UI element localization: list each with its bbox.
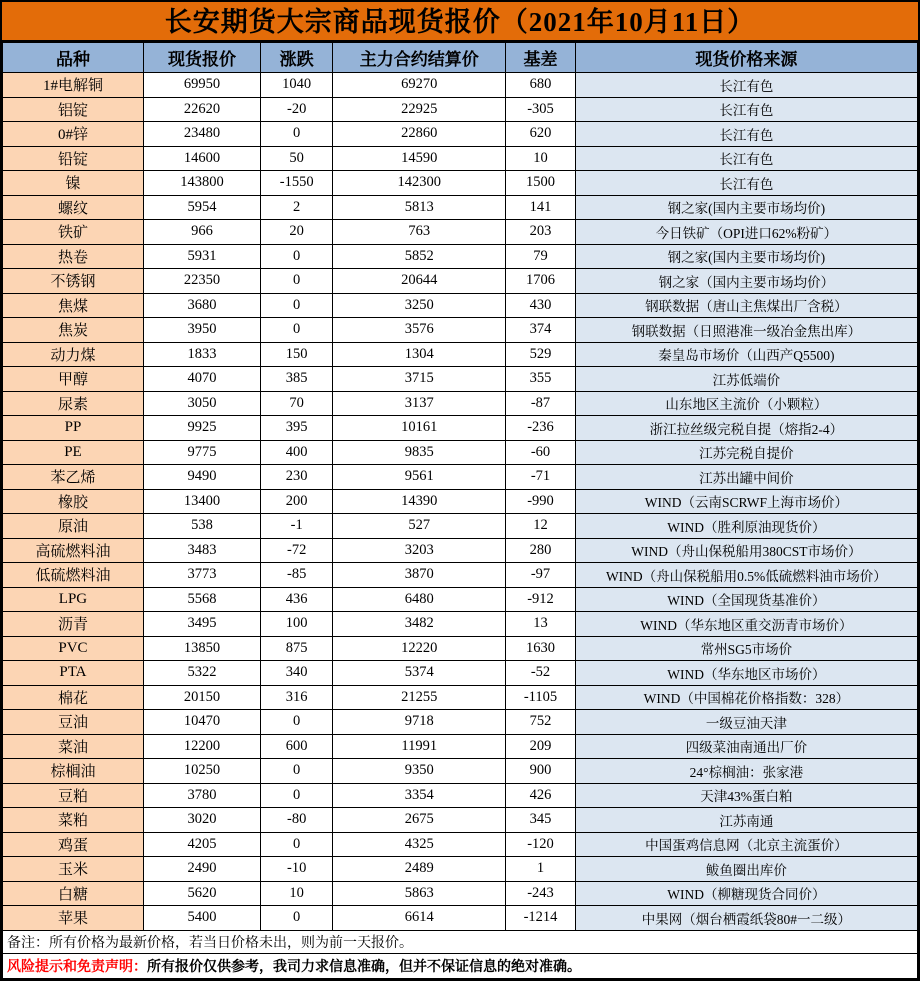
cell-basis: -120 xyxy=(506,832,576,857)
table-row xyxy=(3,808,918,833)
cell-spot-price: 3050 xyxy=(143,391,260,416)
header-row xyxy=(3,43,918,73)
cell-price-source: WIND（全国现货基准价） xyxy=(575,587,917,612)
cell-change: 70 xyxy=(261,391,333,416)
cell-settlement-price: 3870 xyxy=(333,563,506,588)
cell-price-source: WIND（舟山保税船用0.5%低硫燃料油市场价） xyxy=(575,563,917,588)
cell-settlement-price: 763 xyxy=(333,220,506,245)
cell-settlement-price: 9835 xyxy=(333,440,506,465)
cell-variety: 棉花 xyxy=(3,685,144,710)
cell-change: -10 xyxy=(261,857,333,882)
cell-basis: -1214 xyxy=(506,906,576,931)
cell-price-source: 长江有色 xyxy=(575,146,917,171)
cell-variety: 铝锭 xyxy=(3,97,144,122)
cell-change: 0 xyxy=(261,293,333,318)
table-row xyxy=(3,759,918,784)
disclaimer-label: 风险提示和免责声明： xyxy=(7,959,147,975)
table-row xyxy=(3,563,918,588)
cell-spot-price: 22620 xyxy=(143,97,260,122)
cell-spot-price: 3950 xyxy=(143,318,260,343)
cell-basis: 752 xyxy=(506,710,576,735)
cell-change: -1550 xyxy=(261,171,333,196)
cell-variety: PVC xyxy=(3,636,144,661)
cell-basis: -1105 xyxy=(506,685,576,710)
cell-basis: 430 xyxy=(506,293,576,318)
cell-price-source: 江苏低端价 xyxy=(575,367,917,392)
cell-spot-price: 143800 xyxy=(143,171,260,196)
table-row xyxy=(3,465,918,490)
cell-price-source: 钢联数据（日照港准一级冶金焦出库） xyxy=(575,318,917,343)
cell-price-source: WIND（华东地区市场价） xyxy=(575,661,917,686)
cell-spot-price: 3780 xyxy=(143,783,260,808)
cell-price-source: 江苏完税自提价 xyxy=(575,440,917,465)
cell-price-source: 中果网（烟台栖霞纸袋80#一二级） xyxy=(575,906,917,931)
cell-price-source: WIND（胜利原油现货价） xyxy=(575,514,917,539)
cell-settlement-price: 3576 xyxy=(333,318,506,343)
table-row xyxy=(3,710,918,735)
cell-basis: -87 xyxy=(506,391,576,416)
cell-settlement-price: 11991 xyxy=(333,734,506,759)
cell-settlement-price: 5374 xyxy=(333,661,506,686)
cell-variety: 豆粕 xyxy=(3,783,144,808)
cell-change: 875 xyxy=(261,636,333,661)
cell-price-source: 四级菜油南通出厂价 xyxy=(575,734,917,759)
cell-variety: 低硫燃料油 xyxy=(3,563,144,588)
cell-basis: 1630 xyxy=(506,636,576,661)
cell-price-source: 钢之家(国内主要市场均价) xyxy=(575,244,917,269)
cell-settlement-price: 6480 xyxy=(333,587,506,612)
table-row xyxy=(3,171,918,196)
cell-variety: 铅锭 xyxy=(3,146,144,171)
cell-change: 0 xyxy=(261,710,333,735)
cell-variety: 棕榈油 xyxy=(3,759,144,784)
cell-variety: 高硫燃料油 xyxy=(3,538,144,563)
table-row xyxy=(3,73,918,98)
cell-settlement-price: 14590 xyxy=(333,146,506,171)
note-row xyxy=(3,930,918,953)
cell-basis: -60 xyxy=(506,440,576,465)
cell-basis: 1 xyxy=(506,857,576,882)
cell-variety: 镍 xyxy=(3,171,144,196)
cell-price-source: 浙江拉丝级完税自提（熔指2-4） xyxy=(575,416,917,441)
cell-settlement-price: 22860 xyxy=(333,122,506,147)
cell-settlement-price: 9718 xyxy=(333,710,506,735)
cell-basis: 345 xyxy=(506,808,576,833)
cell-change: 600 xyxy=(261,734,333,759)
table-row xyxy=(3,416,918,441)
cell-basis: 10 xyxy=(506,146,576,171)
cell-basis: -52 xyxy=(506,661,576,686)
cell-change: 150 xyxy=(261,342,333,367)
cell-settlement-price: 3250 xyxy=(333,293,506,318)
cell-basis: 12 xyxy=(506,514,576,539)
cell-basis: 1500 xyxy=(506,171,576,196)
cell-change: 10 xyxy=(261,881,333,906)
table-row xyxy=(3,440,918,465)
table-row xyxy=(3,489,918,514)
table-row xyxy=(3,244,918,269)
cell-variety: 原油 xyxy=(3,514,144,539)
cell-variety: 豆油 xyxy=(3,710,144,735)
cell-spot-price: 13400 xyxy=(143,489,260,514)
cell-basis: 280 xyxy=(506,538,576,563)
cell-spot-price: 9775 xyxy=(143,440,260,465)
cell-price-source: 中国蛋鸡信息网（北京主流蛋价） xyxy=(575,832,917,857)
cell-change: -85 xyxy=(261,563,333,588)
cell-price-source: WIND（中国棉花价格指数：328） xyxy=(575,685,917,710)
cell-price-source: 钢联数据（唐山主焦煤出厂含税） xyxy=(575,293,917,318)
cell-spot-price: 20150 xyxy=(143,685,260,710)
table-row xyxy=(3,269,918,294)
cell-settlement-price: 5852 xyxy=(333,244,506,269)
table-row xyxy=(3,734,918,759)
cell-price-source: 钢之家（国内主要市场均价） xyxy=(575,269,917,294)
cell-change: 0 xyxy=(261,244,333,269)
cell-change: -80 xyxy=(261,808,333,833)
cell-change: 0 xyxy=(261,318,333,343)
cell-settlement-price: 21255 xyxy=(333,685,506,710)
cell-change: 200 xyxy=(261,489,333,514)
cell-variety: 沥青 xyxy=(3,612,144,637)
cell-spot-price: 3020 xyxy=(143,808,260,833)
cell-settlement-price: 3137 xyxy=(333,391,506,416)
cell-basis: 13 xyxy=(506,612,576,637)
note-cell xyxy=(3,930,918,953)
cell-price-source: WIND（柳糖现货合同价） xyxy=(575,881,917,906)
cell-settlement-price: 3715 xyxy=(333,367,506,392)
cell-settlement-price: 9561 xyxy=(333,465,506,490)
table-row xyxy=(3,636,918,661)
cell-settlement-price: 4325 xyxy=(333,832,506,857)
cell-variety: 玉米 xyxy=(3,857,144,882)
cell-basis: 355 xyxy=(506,367,576,392)
cell-basis: 900 xyxy=(506,759,576,784)
cell-change: 100 xyxy=(261,612,333,637)
cell-variety: 铁矿 xyxy=(3,220,144,245)
cell-basis: -97 xyxy=(506,563,576,588)
cell-spot-price: 9490 xyxy=(143,465,260,490)
cell-spot-price: 3483 xyxy=(143,538,260,563)
table-row xyxy=(3,367,918,392)
cell-settlement-price: 142300 xyxy=(333,171,506,196)
cell-basis: -912 xyxy=(506,587,576,612)
cell-spot-price: 23480 xyxy=(143,122,260,147)
cell-price-source: 24°棕榈油：张家港 xyxy=(575,759,917,784)
cell-variety: 焦炭 xyxy=(3,318,144,343)
cell-settlement-price: 69270 xyxy=(333,73,506,98)
cell-basis: 203 xyxy=(506,220,576,245)
cell-settlement-price: 5813 xyxy=(333,195,506,220)
table-row xyxy=(3,514,918,539)
cell-variety: PE xyxy=(3,440,144,465)
col-header-variety: 品种 xyxy=(3,43,144,73)
cell-variety: 1#电解铜 xyxy=(3,73,144,98)
cell-basis: -236 xyxy=(506,416,576,441)
cell-settlement-price: 2489 xyxy=(333,857,506,882)
table-row xyxy=(3,220,918,245)
cell-spot-price: 12200 xyxy=(143,734,260,759)
table-row xyxy=(3,881,918,906)
cell-settlement-price: 6614 xyxy=(333,906,506,931)
table-row xyxy=(3,832,918,857)
cell-change: 0 xyxy=(261,906,333,931)
cell-change: 0 xyxy=(261,832,333,857)
cell-basis: -71 xyxy=(506,465,576,490)
cell-price-source: 江苏出罐中间价 xyxy=(575,465,917,490)
table-row xyxy=(3,661,918,686)
table-row xyxy=(3,783,918,808)
cell-price-source: 江苏南通 xyxy=(575,808,917,833)
table-row xyxy=(3,906,918,931)
cell-basis: 620 xyxy=(506,122,576,147)
cell-spot-price: 966 xyxy=(143,220,260,245)
cell-variety: LPG xyxy=(3,587,144,612)
cell-variety: 0#锌 xyxy=(3,122,144,147)
cell-price-source: 长江有色 xyxy=(575,73,917,98)
cell-settlement-price: 22925 xyxy=(333,97,506,122)
table-row xyxy=(3,195,918,220)
cell-variety: 菜油 xyxy=(3,734,144,759)
cell-spot-price: 4070 xyxy=(143,367,260,392)
cell-basis: 374 xyxy=(506,318,576,343)
cell-change: 2 xyxy=(261,195,333,220)
cell-settlement-price: 527 xyxy=(333,514,506,539)
col-header-change: 涨跌 xyxy=(261,43,333,73)
table-row xyxy=(3,538,918,563)
table-row xyxy=(3,122,918,147)
cell-basis: -990 xyxy=(506,489,576,514)
table-row xyxy=(3,857,918,882)
table-row xyxy=(3,146,918,171)
cell-change: 400 xyxy=(261,440,333,465)
cell-variety: 橡胶 xyxy=(3,489,144,514)
table-row xyxy=(3,391,918,416)
cell-price-source: 山东地区主流价（小颗粒） xyxy=(575,391,917,416)
cell-settlement-price: 1304 xyxy=(333,342,506,367)
cell-spot-price: 13850 xyxy=(143,636,260,661)
cell-basis: 79 xyxy=(506,244,576,269)
cell-price-source: 长江有色 xyxy=(575,122,917,147)
cell-variety: 苯乙烯 xyxy=(3,465,144,490)
cell-price-source: 钢之家(国内主要市场均价) xyxy=(575,195,917,220)
table-row xyxy=(3,685,918,710)
cell-change: 50 xyxy=(261,146,333,171)
cell-basis: 680 xyxy=(506,73,576,98)
table-row xyxy=(3,342,918,367)
cell-change: 436 xyxy=(261,587,333,612)
table-body xyxy=(3,73,918,931)
col-header-settlement-price: 主力合约结算价 xyxy=(333,43,506,73)
table-row xyxy=(3,293,918,318)
cell-change: 0 xyxy=(261,122,333,147)
cell-variety: 甲醇 xyxy=(3,367,144,392)
cell-spot-price: 10250 xyxy=(143,759,260,784)
disclaimer-row xyxy=(3,953,918,978)
cell-basis: 1706 xyxy=(506,269,576,294)
cell-settlement-price: 3354 xyxy=(333,783,506,808)
cell-change: 1040 xyxy=(261,73,333,98)
cell-settlement-price: 2675 xyxy=(333,808,506,833)
disclaimer-text: 所有报价仅供参考，我司力求信息准确，但并不保证信息的绝对准确。 xyxy=(147,959,581,975)
disclaimer-cell xyxy=(3,953,918,978)
cell-variety: PP xyxy=(3,416,144,441)
cell-basis: -305 xyxy=(506,97,576,122)
cell-variety: 尿素 xyxy=(3,391,144,416)
cell-spot-price: 69950 xyxy=(143,73,260,98)
cell-price-source: 今日铁矿（OPI进口62%粉矿） xyxy=(575,220,917,245)
table-row xyxy=(3,318,918,343)
cell-basis: 209 xyxy=(506,734,576,759)
cell-variety: 焦煤 xyxy=(3,293,144,318)
cell-variety: 菜粕 xyxy=(3,808,144,833)
cell-spot-price: 3773 xyxy=(143,563,260,588)
cell-variety: 白糖 xyxy=(3,881,144,906)
cell-change: -1 xyxy=(261,514,333,539)
cell-variety: 苹果 xyxy=(3,906,144,931)
cell-variety: 螺纹 xyxy=(3,195,144,220)
cell-settlement-price: 20644 xyxy=(333,269,506,294)
cell-spot-price: 1833 xyxy=(143,342,260,367)
cell-basis: 141 xyxy=(506,195,576,220)
cell-spot-price: 2490 xyxy=(143,857,260,882)
cell-price-source: WIND（舟山保税船用380CST市场价） xyxy=(575,538,917,563)
cell-change: -72 xyxy=(261,538,333,563)
cell-spot-price: 538 xyxy=(143,514,260,539)
cell-spot-price: 5620 xyxy=(143,881,260,906)
cell-change: 340 xyxy=(261,661,333,686)
cell-spot-price: 10470 xyxy=(143,710,260,735)
cell-basis: 529 xyxy=(506,342,576,367)
cell-price-source: WIND（华东地区重交沥青市场价） xyxy=(575,612,917,637)
cell-spot-price: 3680 xyxy=(143,293,260,318)
cell-variety: 鸡蛋 xyxy=(3,832,144,857)
cell-change: 0 xyxy=(261,783,333,808)
cell-settlement-price: 10161 xyxy=(333,416,506,441)
cell-spot-price: 5954 xyxy=(143,195,260,220)
cell-price-source: 天津43%蛋白粕 xyxy=(575,783,917,808)
price-table xyxy=(2,42,918,979)
cell-change: 385 xyxy=(261,367,333,392)
cell-price-source: 常州SG5市场价 xyxy=(575,636,917,661)
cell-variety: 动力煤 xyxy=(3,342,144,367)
cell-change: 20 xyxy=(261,220,333,245)
cell-spot-price: 4205 xyxy=(143,832,260,857)
cell-change: 0 xyxy=(261,269,333,294)
cell-price-source: 鲅鱼圈出库价 xyxy=(575,857,917,882)
cell-change: 230 xyxy=(261,465,333,490)
table-row xyxy=(3,97,918,122)
cell-settlement-price: 14390 xyxy=(333,489,506,514)
cell-spot-price: 22350 xyxy=(143,269,260,294)
cell-settlement-price: 12220 xyxy=(333,636,506,661)
cell-settlement-price: 5863 xyxy=(333,881,506,906)
cell-settlement-price: 3203 xyxy=(333,538,506,563)
cell-spot-price: 3495 xyxy=(143,612,260,637)
col-header-spot-price: 现货报价 xyxy=(143,43,260,73)
page-title: 长安期货大宗商品现货报价（2021年10月11日） xyxy=(2,2,918,42)
cell-spot-price: 5568 xyxy=(143,587,260,612)
cell-spot-price: 5400 xyxy=(143,906,260,931)
col-header-basis: 基差 xyxy=(506,43,576,73)
table-row xyxy=(3,612,918,637)
note-text: 备注：所有价格为最新价格，若当日价格未出，则为前一天报价。 xyxy=(7,935,413,951)
cell-price-source: 秦皇岛市场价（山西产Q5500) xyxy=(575,342,917,367)
cell-settlement-price: 9350 xyxy=(333,759,506,784)
cell-spot-price: 14600 xyxy=(143,146,260,171)
cell-basis: -243 xyxy=(506,881,576,906)
col-header-price-source: 现货价格来源 xyxy=(575,43,917,73)
cell-spot-price: 5931 xyxy=(143,244,260,269)
cell-change: -20 xyxy=(261,97,333,122)
cell-price-source: WIND（云南SCRWF上海市场价） xyxy=(575,489,917,514)
cell-price-source: 一级豆油天津 xyxy=(575,710,917,735)
cell-spot-price: 9925 xyxy=(143,416,260,441)
cell-settlement-price: 3482 xyxy=(333,612,506,637)
cell-variety: 不锈钢 xyxy=(3,269,144,294)
cell-change: 316 xyxy=(261,685,333,710)
cell-price-source: 长江有色 xyxy=(575,171,917,196)
cell-basis: 426 xyxy=(506,783,576,808)
cell-change: 0 xyxy=(261,759,333,784)
cell-variety: PTA xyxy=(3,661,144,686)
cell-price-source: 长江有色 xyxy=(575,97,917,122)
cell-change: 395 xyxy=(261,416,333,441)
cell-variety: 热卷 xyxy=(3,244,144,269)
cell-spot-price: 5322 xyxy=(143,661,260,686)
table-row xyxy=(3,587,918,612)
